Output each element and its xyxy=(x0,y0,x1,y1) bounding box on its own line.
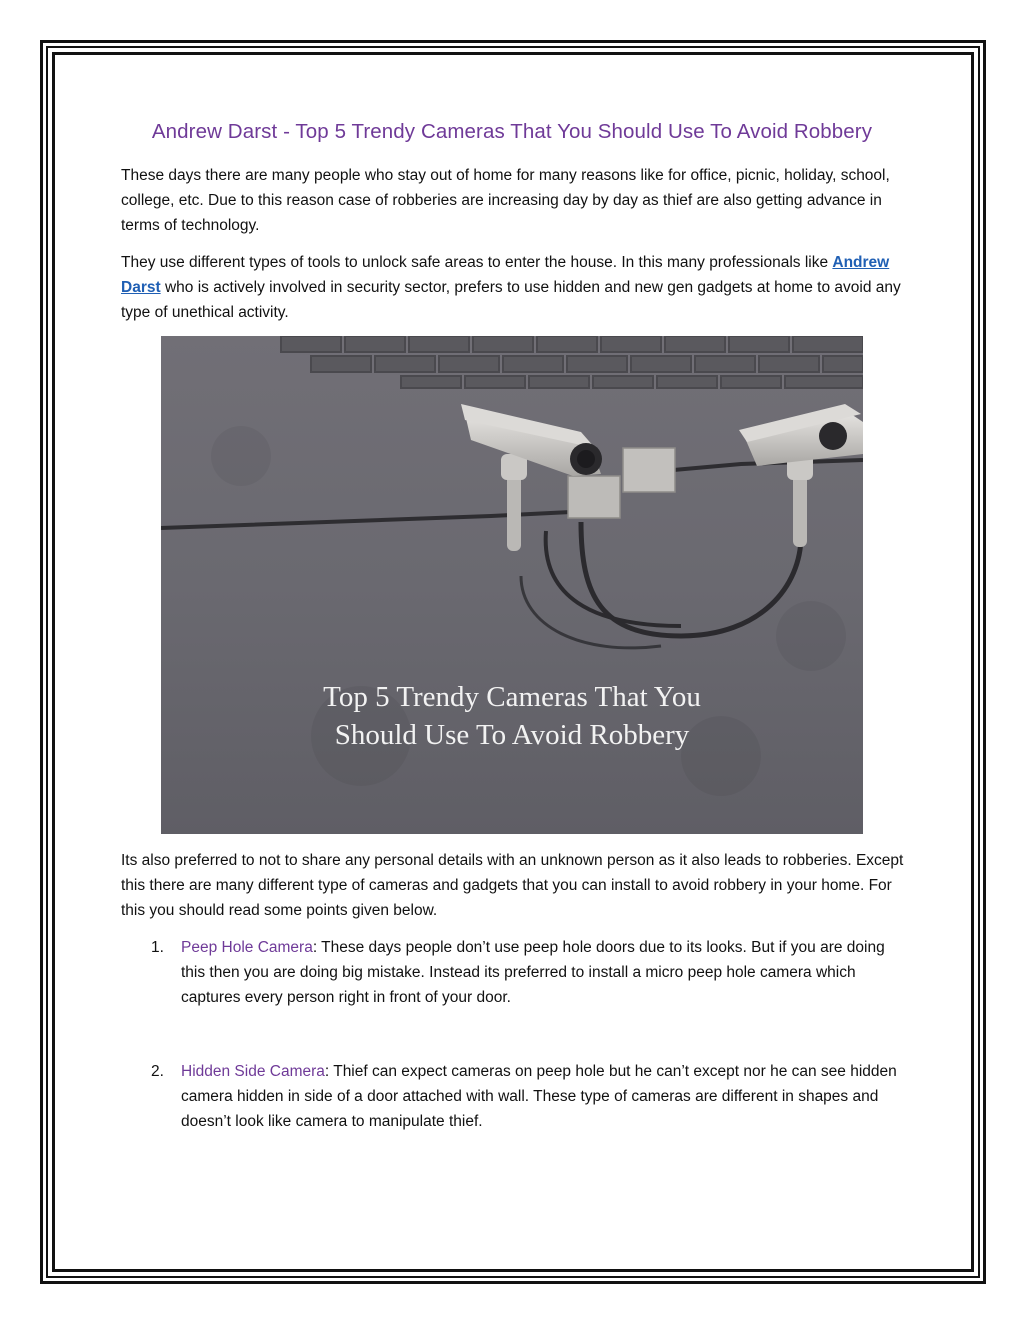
body-paragraph: Its also preferred to not to share any personal details with an unknown person as it also leads to robberies. Except this there are many different type of cameras and gadgets that you can install to avoid robbery in your home. For this you should read some points given below. xyxy=(121,852,904,919)
hero-caption-line-1: Top 5 Trendy Cameras That You xyxy=(323,681,701,713)
intro-paragraph-1: These days there are many people who stay out of home for many reasons like for office, picnic, holiday, school, college, etc. Due to this reason case of robberies are increasing day by day as thief are also getting advance in terms of technology. xyxy=(121,167,890,234)
hero-image xyxy=(161,336,863,834)
list-item xyxy=(121,935,911,1010)
junction-box-right xyxy=(623,448,675,492)
list-item-text: : These days people don’t use peep hole doors due to its looks. But if you are doing this then you are doing big mistake. Instead its preferred to install a micro peep hole camera which captures every person right in front of your door. xyxy=(181,939,885,1006)
hero-caption-line-2: Should Use To Avoid Robbery xyxy=(334,719,690,751)
list-item xyxy=(121,1059,911,1134)
cctv-wall-illustration xyxy=(161,336,863,834)
junction-box-left xyxy=(568,476,620,518)
hero-caption xyxy=(161,678,863,754)
list-item-term: Peep Hole Camera xyxy=(181,939,313,956)
list-item-text: : Thief can expect cameras on peep hole but he can’t except nor he can see hidden camera hidden in side of a door attached with wall. These type of cameras are different in shapes and doesn’t look like camera to manipulate thief. xyxy=(181,1063,897,1130)
intro-paragraph-2-start: They use different types of tools to unlock safe areas to enter the house. In this many professionals like xyxy=(121,254,833,271)
author-link[interactable]: Andrew Darst xyxy=(121,254,890,296)
list-number: 2. xyxy=(151,1063,164,1080)
document-title: Andrew Darst - Top 5 Trendy Cameras That You Should Use To Avoid Robbery xyxy=(151,120,873,143)
list-item-term: Hidden Side Camera xyxy=(181,1063,325,1080)
list-number: 1. xyxy=(151,939,164,956)
intro-paragraph-2-end: who is actively involved in security sector, prefers to use hidden and new gen gadgets at home to avoid any type of unethical activity. xyxy=(121,279,901,321)
intro-paragraph-2 xyxy=(121,250,911,325)
